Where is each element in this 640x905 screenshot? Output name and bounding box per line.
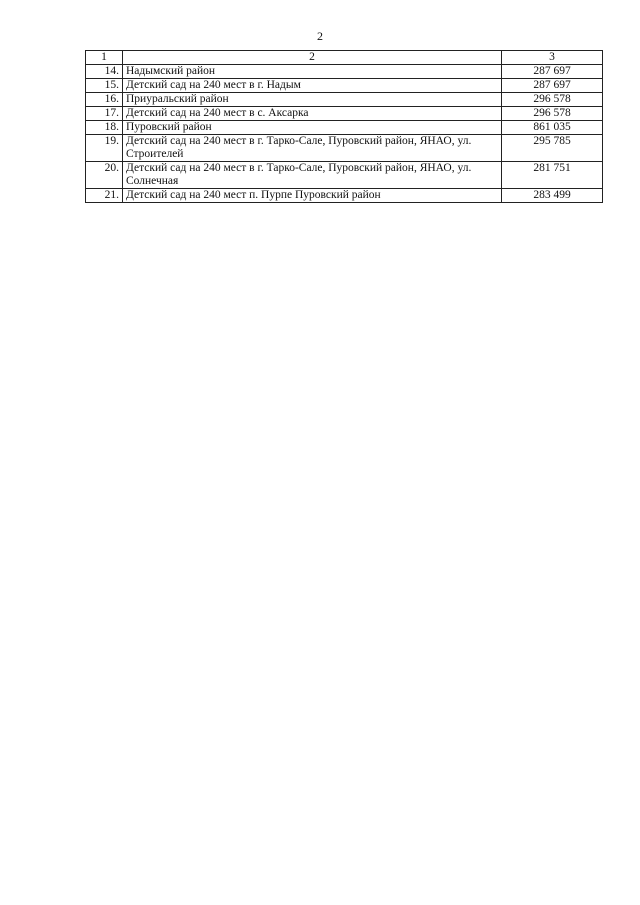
row-value: 283 499 — [502, 189, 603, 203]
table-row — [86, 162, 603, 189]
row-number: 18. — [86, 121, 123, 135]
row-value: 287 697 — [502, 79, 603, 93]
row-value: 287 697 — [502, 65, 603, 79]
table-row — [86, 121, 603, 135]
row-value: 861 035 — [502, 121, 603, 135]
row-name: Детский сад на 240 мест п. Пурпе Пуровский район — [123, 189, 502, 203]
table-row — [86, 189, 603, 203]
row-value: 296 578 — [502, 93, 603, 107]
row-name: Детский сад на 240 мест в г. Тарко-Сале, Пуровский район, ЯНАО, ул. Солнечная — [123, 162, 502, 189]
row-number: 19. — [86, 135, 123, 162]
row-number: 17. — [86, 107, 123, 121]
table-header-row — [86, 51, 603, 65]
row-name: Пуровский район — [123, 121, 502, 135]
row-number: 20. — [86, 162, 123, 189]
row-name: Приуральский район — [123, 93, 502, 107]
row-name: Детский сад на 240 мест в г. Тарко-Сале, Пуровский район, ЯНАО, ул. Строителей — [123, 135, 502, 162]
row-name: Надымский район — [123, 65, 502, 79]
row-number: 16. — [86, 93, 123, 107]
table-row — [86, 93, 603, 107]
page-number: 2 — [317, 29, 323, 43]
row-number: 14. — [86, 65, 123, 79]
header-col-2: 2 — [123, 51, 502, 65]
table-row — [86, 79, 603, 93]
table-row — [86, 65, 603, 79]
row-value: 281 751 — [502, 162, 603, 189]
row-number: 15. — [86, 79, 123, 93]
table-row — [86, 135, 603, 162]
data-table — [85, 50, 603, 203]
header-col-1: 1 — [86, 51, 123, 65]
table-row — [86, 107, 603, 121]
row-name: Детский сад на 240 мест в с. Аксарка — [123, 107, 502, 121]
row-name: Детский сад на 240 мест в г. Надым — [123, 79, 502, 93]
row-value: 295 785 — [502, 135, 603, 162]
header-col-3: 3 — [502, 51, 603, 65]
row-number: 21. — [86, 189, 123, 203]
row-value: 296 578 — [502, 107, 603, 121]
